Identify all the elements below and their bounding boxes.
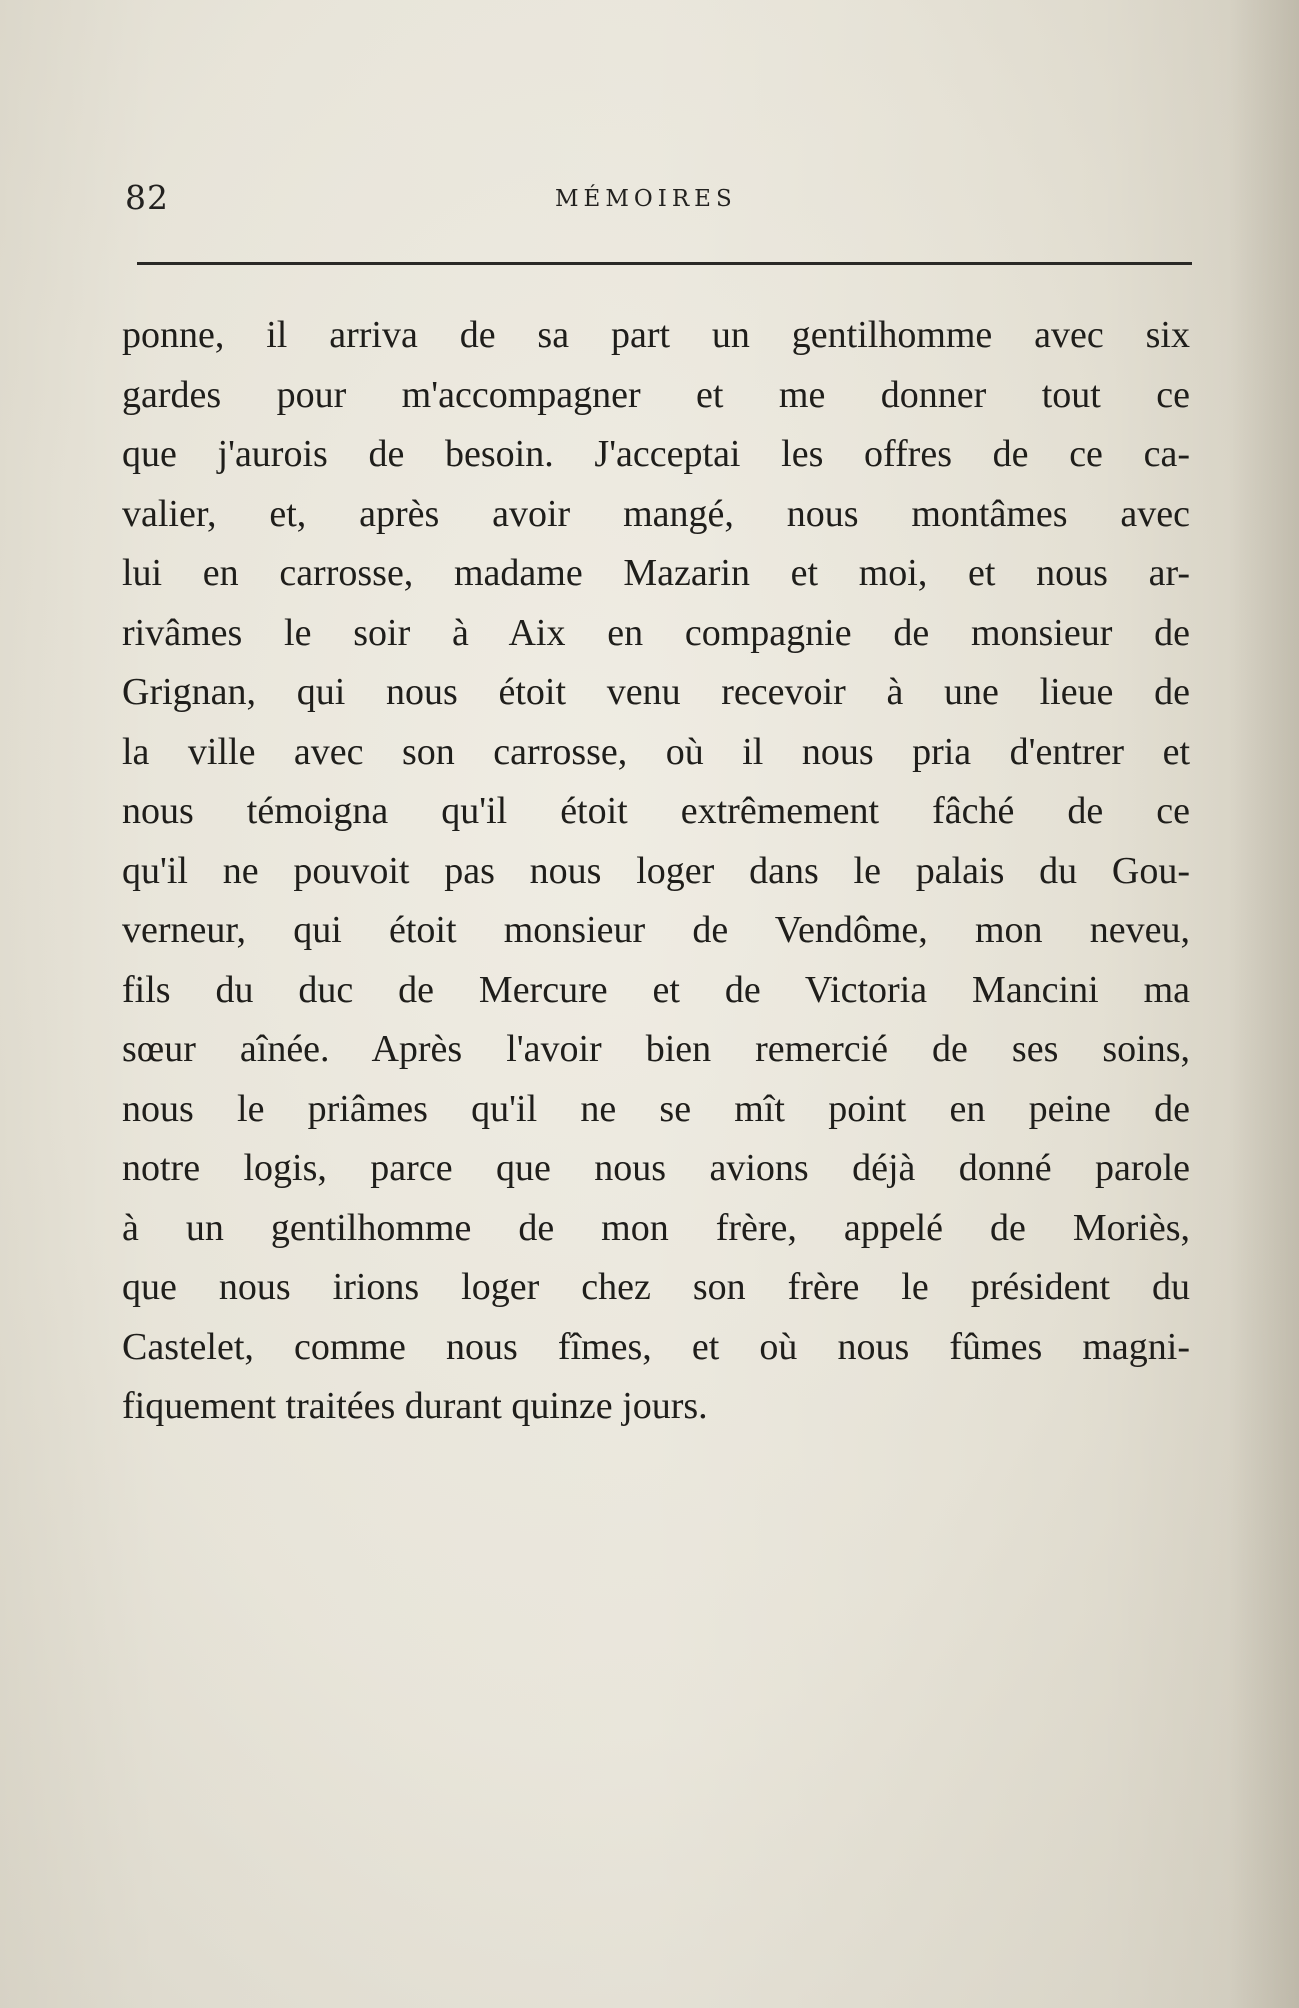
text-line: à un gentilhomme de mon frère, appelé de Moriès, — [122, 1206, 1190, 1249]
text-line: que j'aurois de besoin. J'acceptai les offres de ce ca- — [122, 433, 1190, 475]
text-line: gardes pour m'accompagner et me donner tout ce — [122, 373, 1190, 416]
running-title: MÉMOIRES — [555, 186, 737, 212]
text-line: verneur, qui étoit monsieur de Vendôme, mon neveu, — [122, 909, 1190, 951]
text-line: sœur aînée. Après l'avoir bien remercié de ses soins, — [122, 1028, 1190, 1070]
text-line: Grignan, qui nous étoit venu recevoir à une lieue de — [122, 671, 1190, 713]
text-line: fils du duc de Mercure et de Victoria Mancini ma — [122, 968, 1190, 1011]
text-line: nous témoigna qu'il étoit extrêmement fâché de ce — [122, 790, 1190, 832]
running-header — [125, 178, 1192, 228]
page-edge-shadow — [1229, 0, 1299, 2008]
text-line: qu'il ne pouvoit pas nous loger dans le palais du Gou- — [122, 849, 1190, 892]
body-text — [122, 306, 1190, 1437]
text-line: nous le priâmes qu'il ne se mît point en peine de — [122, 1087, 1190, 1130]
text-line: notre logis, parce que nous avions déjà donné parole — [122, 1147, 1190, 1189]
text-line: que nous irions loger chez son frère le président du — [122, 1266, 1190, 1308]
text-line-last: fiquement traitées durant quinze jours. — [122, 1385, 708, 1427]
text-line: valier, et, après avoir mangé, nous montâmes avec — [122, 492, 1190, 535]
header-rule — [137, 262, 1192, 265]
text-line: Castelet, comme nous fîmes, et où nous fûmes magni- — [122, 1325, 1190, 1368]
text-line: rivâmes le soir à Aix en compagnie de monsieur de — [122, 611, 1190, 654]
text-line: lui en carrosse, madame Mazarin et moi, et nous ar- — [122, 552, 1190, 594]
page-number: 82 — [125, 178, 169, 217]
text-line: ponne, il arriva de sa part un gentilhomme avec six — [122, 314, 1190, 356]
text-line: la ville avec son carrosse, où il nous pria d'entrer et — [122, 730, 1190, 773]
